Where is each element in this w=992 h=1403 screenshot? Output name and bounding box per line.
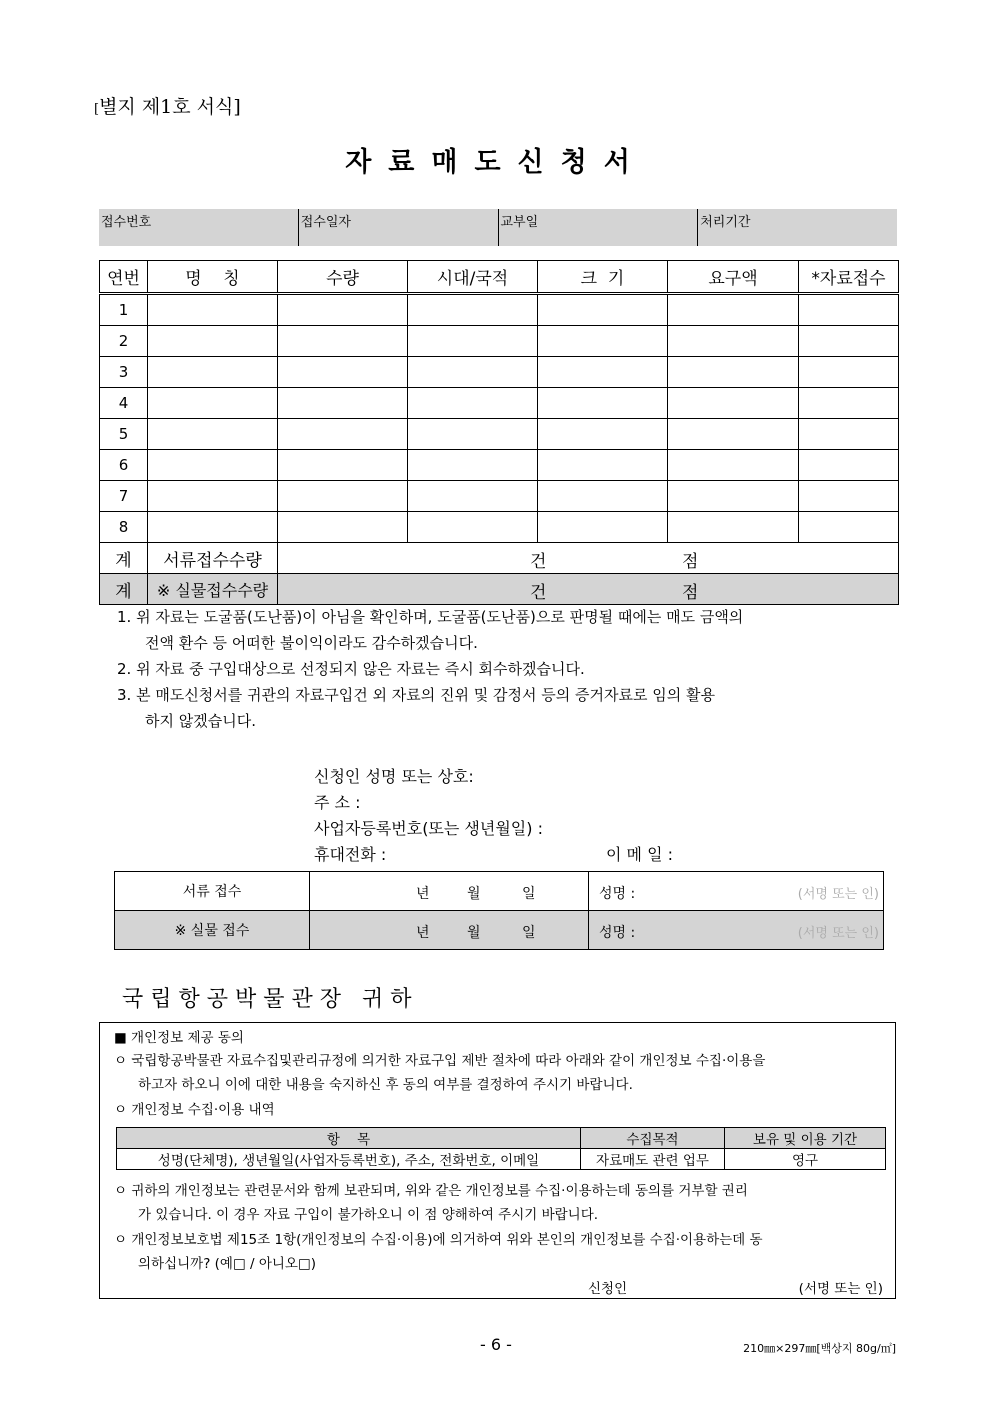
note-2-line-1: 2. 위 자료 중 구입대상으로 선정되지 않은 자료는 즉시 회수하겠습니다. (117, 660, 585, 678)
reception-bar (99, 209, 897, 246)
receipt-date-field[interactable]: 접수일자 (299, 209, 499, 246)
item-cell[interactable] (538, 357, 668, 388)
item-cell[interactable] (148, 294, 278, 326)
row-number: 1 (100, 294, 148, 326)
summary-value-cell[interactable] (278, 543, 899, 574)
row-number: 7 (100, 481, 148, 512)
sign-hint: (서명 또는 인) (797, 926, 879, 941)
row-number: 6 (100, 450, 148, 481)
item-cell[interactable] (799, 450, 899, 481)
paper-spec: 210㎜×297㎜[백상지 80g/㎡] (743, 1342, 896, 1355)
item-row (100, 294, 899, 326)
col-header-no: 연번 (100, 261, 148, 294)
summary-label: 계 (100, 543, 148, 574)
item-cell[interactable] (408, 512, 538, 543)
row-number: 4 (100, 388, 148, 419)
items-header-row (100, 261, 899, 294)
item-row (100, 357, 899, 388)
month-label: 월 (467, 925, 481, 941)
sign-label: 성명 : (599, 886, 636, 902)
col-header-size: 크 기 (538, 261, 668, 294)
issue-date-field[interactable]: 교부일 (499, 209, 699, 246)
item-cell[interactable] (278, 357, 408, 388)
form-label-text: 별지 제1호 서식] (99, 96, 241, 118)
item-cell[interactable] (668, 419, 799, 450)
form-label-bracket: [ (94, 102, 100, 117)
privacy-table-row (117, 1149, 886, 1170)
item-cell[interactable] (408, 419, 538, 450)
item-row (100, 388, 899, 419)
page-title: 자료매도신청서 (345, 147, 647, 178)
item-cell[interactable] (538, 512, 668, 543)
privacy-consent-box (99, 1022, 896, 1299)
item-cell[interactable] (799, 481, 899, 512)
item-cell[interactable] (668, 388, 799, 419)
form-label (94, 92, 241, 119)
privacy-para-2: ㅇ 개인정보 수집·이용 내역 (114, 1102, 275, 1118)
item-cell[interactable] (408, 481, 538, 512)
declaration-notes (117, 604, 877, 734)
privacy-purpose-value: 자료매도 관련 업무 (581, 1149, 725, 1170)
col-header-era: 시대/국적 (408, 261, 538, 294)
day-label: 일 (522, 925, 536, 941)
item-cell[interactable] (148, 357, 278, 388)
privacy-sign-hint[interactable]: (서명 또는 인) (798, 1281, 883, 1297)
privacy-para-1b: 하고자 하오니 이에 대한 내용을 숙지하신 후 동의 여부를 결정하여 주시기 바랍니다. (138, 1077, 633, 1093)
item-cell[interactable] (538, 450, 668, 481)
item-cell[interactable] (538, 481, 668, 512)
item-cell[interactable] (278, 419, 408, 450)
privacy-para-4a: ㅇ 개인정보보호법 제15조 1항(개인정보의 수집·이용)에 의거하여 위와 본인의 개인정보를 수집·이용하는데 동 (114, 1232, 763, 1248)
summary-name: 서류접수수량 (148, 543, 278, 574)
item-cell[interactable] (538, 294, 668, 326)
addressee: 국립항공박물관장 귀하 (122, 987, 419, 1012)
summary-row-documents (100, 543, 899, 574)
privacy-signer-label: 신청인 (588, 1281, 628, 1297)
applicant-bizno-field[interactable]: 사업자등록번호(또는 생년월일) : (314, 819, 543, 838)
receipt-label: 서류 접수 (115, 872, 310, 911)
row-number: 8 (100, 512, 148, 543)
item-row (100, 450, 899, 481)
item-cell[interactable] (278, 512, 408, 543)
summary-row-objects (100, 574, 899, 605)
sign-hint: (서명 또는 인) (797, 887, 879, 902)
item-cell[interactable] (668, 481, 799, 512)
item-cell[interactable] (148, 450, 278, 481)
item-cell[interactable] (278, 326, 408, 357)
items-body (100, 294, 899, 543)
item-cell[interactable] (278, 450, 408, 481)
item-cell[interactable] (278, 388, 408, 419)
item-row (100, 419, 899, 450)
privacy-period-value: 영구 (725, 1149, 886, 1170)
privacy-items-value: 성명(단체명), 생년월일(사업자등록번호), 주소, 전화번호, 이메일 (117, 1149, 581, 1170)
year-label: 년 (416, 886, 430, 902)
summary-label: 계 (100, 574, 148, 605)
applicant-email-field[interactable]: 이 메 일 : (606, 845, 674, 864)
note-3-line-2: 하지 않겠습니다. (145, 712, 256, 730)
privacy-col-purpose: 수집목적 (581, 1128, 725, 1149)
applicant-name-field[interactable]: 신청인 성명 또는 상호: (314, 767, 474, 786)
item-cell[interactable] (668, 294, 799, 326)
summary-unit-count: 건 (530, 583, 547, 603)
item-cell[interactable] (408, 450, 538, 481)
item-cell[interactable] (538, 419, 668, 450)
item-cell[interactable] (799, 294, 899, 326)
privacy-consent-choice[interactable]: 의하십니까? (예□ / 아니오□) (138, 1256, 317, 1272)
privacy-col-period: 보유 및 이용 기간 (725, 1128, 886, 1149)
summary-unit-pieces: 점 (682, 583, 699, 603)
privacy-heading: ■ 개인정보 제공 동의 (114, 1030, 244, 1046)
receipt-table (114, 871, 884, 950)
item-cell[interactable] (278, 294, 408, 326)
item-cell[interactable] (148, 481, 278, 512)
applicant-address-field[interactable]: 주 소 : (314, 793, 361, 812)
item-cell[interactable] (278, 481, 408, 512)
item-row (100, 512, 899, 543)
note-3-line-1: 3. 본 매도신청서를 귀관의 자료구입건 외 자료의 진위 및 감정서 등의 증거자료로 임의 활용 (117, 686, 715, 704)
year-label: 년 (416, 925, 430, 941)
item-cell[interactable] (408, 357, 538, 388)
receipt-number-field[interactable]: 접수번호 (99, 209, 299, 246)
note-1-line-2: 전액 환수 등 어떠한 불이익이라도 감수하겠습니다. (145, 634, 478, 652)
col-header-name: 명 칭 (148, 261, 278, 294)
item-cell[interactable] (668, 357, 799, 388)
row-number: 2 (100, 326, 148, 357)
item-cell[interactable] (538, 326, 668, 357)
item-row (100, 481, 899, 512)
item-cell[interactable] (408, 388, 538, 419)
sign-label: 성명 : (599, 925, 636, 941)
receipt-row-documents (115, 872, 884, 911)
item-cell[interactable] (799, 419, 899, 450)
item-cell[interactable] (799, 357, 899, 388)
summary-value-cell[interactable] (278, 574, 899, 605)
item-cell[interactable] (148, 388, 278, 419)
receipt-label: ※ 실물 접수 (115, 911, 310, 950)
month-label: 월 (467, 886, 481, 902)
privacy-col-items: 항 목 (117, 1128, 581, 1149)
receipt-sign-cell[interactable] (589, 911, 884, 950)
items-table (99, 260, 899, 605)
row-number: 5 (100, 419, 148, 450)
privacy-para-1a: ㅇ 국립항공박물관 자료수집및관리규정에 의거한 자료구입 제반 절차에 따라 아래와 같이 개인정보 수집·이용을 (114, 1053, 766, 1069)
col-header-price: 요구액 (668, 261, 799, 294)
receipt-date-cell[interactable] (310, 911, 589, 950)
item-cell[interactable] (668, 326, 799, 357)
item-cell[interactable] (799, 512, 899, 543)
receipt-sign-cell[interactable] (589, 872, 884, 911)
item-cell[interactable] (148, 419, 278, 450)
item-cell[interactable] (668, 512, 799, 543)
item-cell[interactable] (408, 326, 538, 357)
applicant-phone-field[interactable]: 휴대전화 : (314, 845, 387, 864)
item-cell[interactable] (538, 388, 668, 419)
item-cell[interactable] (799, 388, 899, 419)
page-number: - 6 - (480, 1335, 512, 1354)
summary-unit-count: 건 (530, 552, 547, 572)
privacy-para-3a: ㅇ 귀하의 개인정보는 관련문서와 함께 보관되며, 위와 같은 개인정보를 수집·이용하는데 동의를 거부할 권리 (114, 1183, 748, 1199)
processing-period-field[interactable]: 처리기간 (700, 215, 751, 230)
privacy-para-3b: 가 있습니다. 이 경우 자료 구입이 불가하오니 이 점 양해하여 주시기 바랍니다. (138, 1207, 599, 1223)
privacy-items-table (116, 1127, 886, 1170)
summary-name: ※ 실물접수수량 (148, 574, 278, 605)
note-1-line-1: 1. 위 자료는 도굴품(도난품)이 아님을 확인하며, 도굴품(도난품)으로 판명될 때에는 매도 금액의 (117, 608, 744, 626)
item-cell[interactable] (148, 512, 278, 543)
item-cell[interactable] (408, 294, 538, 326)
privacy-table-header (117, 1128, 886, 1149)
receipt-row-objects (115, 911, 884, 950)
receipt-date-cell[interactable] (310, 872, 589, 911)
row-number: 3 (100, 357, 148, 388)
item-cell[interactable] (668, 450, 799, 481)
applicant-info (314, 764, 674, 868)
item-cell[interactable] (148, 326, 278, 357)
col-header-qty: 수량 (278, 261, 408, 294)
day-label: 일 (522, 886, 536, 902)
item-row (100, 326, 899, 357)
item-cell[interactable] (799, 326, 899, 357)
summary-unit-pieces: 점 (682, 552, 699, 572)
col-header-receipt: *자료접수 (799, 261, 899, 294)
